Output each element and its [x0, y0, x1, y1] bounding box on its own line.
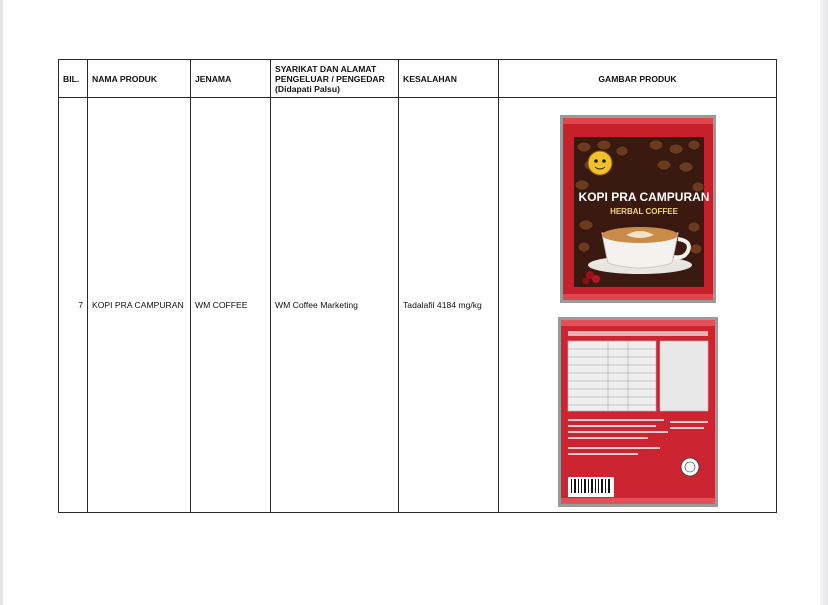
front-title: KOPI PRA CAMPURAN	[578, 189, 709, 204]
cell-jenama: WM COFFEE	[191, 98, 271, 513]
table-row	[59, 98, 777, 513]
front-subtitle: HERBAL COFFEE	[609, 206, 678, 216]
cell-bil: 7	[59, 98, 88, 513]
cell-syarikat: WM Coffee Marketing	[271, 98, 399, 513]
product-table	[58, 59, 777, 513]
header-jenama: JENAMA	[191, 60, 271, 98]
cell-kesalahan: Tadalafil 4184 mg/kg	[399, 98, 499, 513]
header-bil: BIL.	[59, 60, 88, 98]
header-syarikat	[271, 60, 399, 98]
page-edge-right	[820, 0, 828, 605]
header-syarikat-line1: SYARIKAT DAN ALAMAT	[275, 63, 377, 74]
product-front-image	[560, 115, 716, 303]
product-back-image	[558, 317, 718, 507]
header-syarikat-line3: (Didapati Palsu)	[275, 83, 340, 94]
header-gambar-produk: GAMBAR PRODUK	[499, 60, 777, 98]
header-syarikat-line2: PENGELUAR / PENGEDAR	[275, 73, 385, 84]
header-nama-produk: NAMA PRODUK	[88, 60, 191, 98]
table-header-row	[59, 60, 777, 98]
cell-nama-produk: KOPI PRA CAMPURAN	[88, 98, 191, 513]
cell-gambar-produk	[499, 98, 777, 513]
document-page	[3, 0, 820, 605]
header-kesalahan: KESALAHAN	[399, 60, 499, 98]
